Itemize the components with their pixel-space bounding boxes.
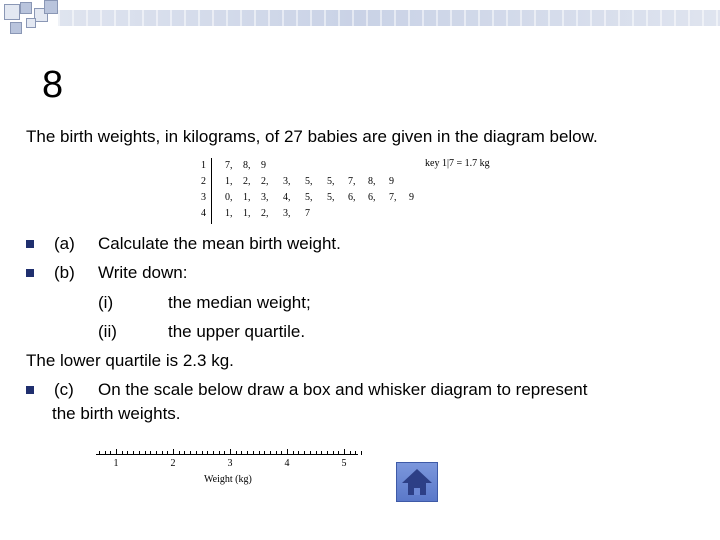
leaf-value: 8, xyxy=(368,176,376,187)
part-c-text: On the scale below draw a box and whisker diagram to represent xyxy=(98,380,588,399)
leaf-value: 0, xyxy=(225,192,233,203)
scale-tick-label: 5 xyxy=(341,458,347,469)
minor-tick xyxy=(145,451,146,455)
stem-value: 4 xyxy=(201,208,206,219)
intro-text: The birth weights, in kilograms, of 27 babies are given in the diagram below. xyxy=(26,127,598,146)
home-button[interactable] xyxy=(396,462,438,502)
stem-value: 1 xyxy=(201,160,206,171)
scale-tick-label: 2 xyxy=(170,458,176,469)
minor-tick xyxy=(276,451,277,455)
leaf-value: 5, xyxy=(327,192,335,203)
leaf-value: 8, xyxy=(243,160,251,171)
part-b-label: (b) xyxy=(54,263,75,282)
stem-value: 2 xyxy=(201,176,206,187)
major-tick xyxy=(344,449,345,455)
minor-tick xyxy=(202,451,203,455)
minor-tick xyxy=(156,451,157,455)
minor-tick xyxy=(139,451,140,455)
leaf-value: 2, xyxy=(261,176,269,187)
minor-tick xyxy=(184,451,185,455)
part-b-text: Write down: xyxy=(98,263,188,282)
scale-tick-label: 4 xyxy=(284,458,290,469)
leaf-value: 7, xyxy=(225,160,233,171)
minor-tick xyxy=(350,451,351,455)
minor-tick xyxy=(361,451,362,455)
part-b-ii-label: (ii) xyxy=(98,322,117,341)
minor-tick xyxy=(224,451,225,455)
leaf-value: 5, xyxy=(305,192,313,203)
leaf-value: 3, xyxy=(283,208,291,219)
lower-quartile-statement: The lower quartile is 2.3 kg. xyxy=(26,351,234,370)
minor-tick xyxy=(179,451,180,455)
minor-tick xyxy=(321,451,322,455)
leaf-value: 2, xyxy=(243,176,251,187)
minor-tick xyxy=(190,451,191,455)
leaf-value: 3, xyxy=(283,176,291,187)
leaf-value: 2, xyxy=(261,208,269,219)
minor-tick xyxy=(110,451,111,455)
major-tick xyxy=(116,449,117,455)
leaf-value: 1, xyxy=(225,176,233,187)
major-tick xyxy=(287,449,288,455)
minor-tick xyxy=(247,451,248,455)
minor-tick xyxy=(298,451,299,455)
minor-tick xyxy=(213,451,214,455)
leaf-value: 1, xyxy=(243,192,251,203)
leaf-value: 1, xyxy=(243,208,251,219)
leaf-value: 4, xyxy=(283,192,291,203)
leaf-value: 7, xyxy=(348,176,356,187)
minor-tick xyxy=(316,451,317,455)
minor-tick xyxy=(99,451,100,455)
minor-tick xyxy=(236,451,237,455)
leaf-value: 5, xyxy=(327,176,335,187)
leaf-value: 9 xyxy=(409,192,414,203)
stem-leaf-key: key 1|7 = 1.7 kg xyxy=(425,158,490,169)
minor-tick xyxy=(241,451,242,455)
minor-tick xyxy=(304,451,305,455)
leaf-value: 6, xyxy=(348,192,356,203)
leaf-value: 9 xyxy=(261,160,266,171)
leaf-value: 9 xyxy=(389,176,394,187)
part-c-label: (c) xyxy=(54,380,74,399)
bullet-icon xyxy=(26,269,34,277)
bullet-icon xyxy=(26,386,34,394)
minor-tick xyxy=(333,451,334,455)
part-b-i-label: (i) xyxy=(98,293,114,312)
minor-tick xyxy=(270,451,271,455)
minor-tick xyxy=(355,451,356,455)
part-a-label: (a) xyxy=(54,234,75,253)
part-a-text: Calculate the mean birth weight. xyxy=(98,234,341,253)
minor-tick xyxy=(150,451,151,455)
leaf-value: 5, xyxy=(305,176,313,187)
stem-leaf-diagram xyxy=(196,158,516,226)
part-c-text-continued: the birth weights. xyxy=(52,404,181,423)
leaf-value: 7 xyxy=(305,208,310,219)
major-tick xyxy=(173,449,174,455)
header-strip xyxy=(58,10,720,26)
bullet-icon xyxy=(26,240,34,248)
minor-tick xyxy=(127,451,128,455)
scale-axis xyxy=(96,454,358,455)
scale-axis-label: Weight (kg) xyxy=(204,474,252,485)
leaf-value: 3, xyxy=(261,192,269,203)
minor-tick xyxy=(207,451,208,455)
major-tick xyxy=(230,449,231,455)
minor-tick xyxy=(196,451,197,455)
home-icon xyxy=(397,463,437,501)
leaf-value: 1, xyxy=(225,208,233,219)
minor-tick xyxy=(293,451,294,455)
leaf-value: 7, xyxy=(389,192,397,203)
minor-tick xyxy=(327,451,328,455)
minor-tick xyxy=(105,451,106,455)
scale-tick-label: 1 xyxy=(113,458,119,469)
minor-tick xyxy=(162,451,163,455)
minor-tick xyxy=(219,451,220,455)
minor-tick xyxy=(167,451,168,455)
minor-tick xyxy=(133,451,134,455)
leaf-value: 6, xyxy=(368,192,376,203)
minor-tick xyxy=(259,451,260,455)
minor-tick xyxy=(264,451,265,455)
minor-tick xyxy=(310,451,311,455)
minor-tick xyxy=(253,451,254,455)
weight-scale xyxy=(96,448,366,488)
scale-tick-label: 3 xyxy=(227,458,233,469)
minor-tick xyxy=(122,451,123,455)
minor-tick xyxy=(281,451,282,455)
minor-tick xyxy=(338,451,339,455)
stem-divider xyxy=(211,158,212,224)
part-b-i-text: the median weight; xyxy=(168,293,311,312)
stem-value: 3 xyxy=(201,192,206,203)
slide-number: 8 xyxy=(42,64,64,106)
decorative-squares xyxy=(0,0,60,40)
part-b-ii-text: the upper quartile. xyxy=(168,322,306,341)
